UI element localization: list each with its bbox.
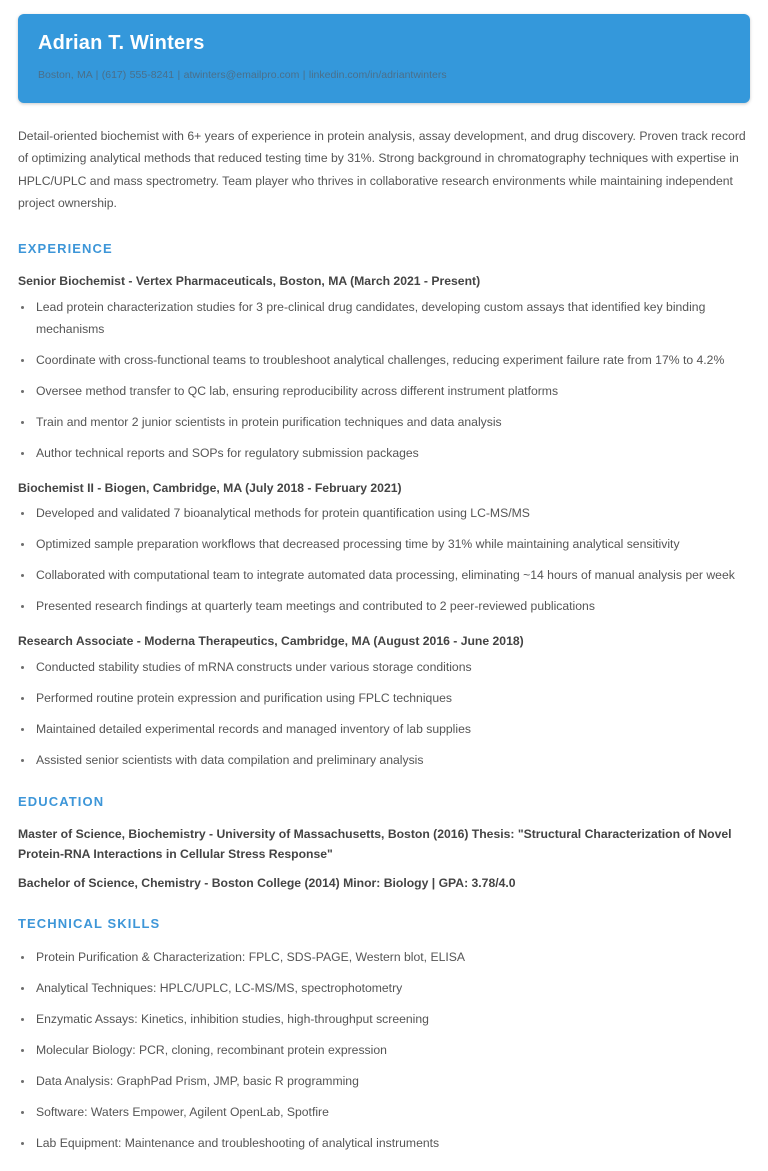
list-item: Coordinate with cross-functional teams to troubleshoot analytical challenges, reducing experiment failure rate from 17% to 4.2% [18, 350, 750, 372]
candidate-name: Adrian T. Winters [38, 32, 205, 54]
experience-entry [18, 272, 750, 465]
resume-header-banner [18, 14, 750, 103]
section-title-technical-skills: TECHNICAL SKILLS [18, 916, 161, 932]
education-entry: Master of Science, Biochemistry - University of Massachusetts, Boston (2016) Thesis: "Structural Characterization of Novel Protein-RNA Interactions in Cellular Stress Response" [18, 826, 732, 861]
experience-entry-bullets [18, 657, 750, 772]
education-entry: Bachelor of Science, Chemistry - Boston College (2014) Minor: Biology | GPA: 3.78/4.0 [18, 876, 516, 891]
list-item: Presented research findings at quarterly team meetings and contributed to 2 peer-reviewed publications [18, 596, 750, 618]
experience-entry-bullets [18, 503, 750, 618]
list-item: Developed and validated 7 bioanalytical methods for protein quantification using LC-MS/MS [18, 503, 750, 525]
section-title-education: EDUCATION [18, 793, 105, 809]
list-item: Maintained detailed experimental records and managed inventory of lab supplies [18, 719, 750, 741]
list-item: Author technical reports and SOPs for regulatory submission packages [18, 443, 750, 465]
list-item: Performed routine protein expression and purification using FPLC techniques [18, 688, 750, 710]
list-item: Lead protein characterization studies for 3 pre-clinical drug candidates, developing custom assays that identified key binding mechanisms [18, 297, 750, 341]
contact-line: Boston, MA | (617) 555-8241 | atwinters@emailpro.com | linkedin.com/in/adriantwinters [38, 69, 447, 81]
experience-entry-heading: Research Associate - Moderna Therapeutics, Cambridge, MA (August 2016 - June 2018) [18, 634, 524, 649]
list-item: Train and mentor 2 junior scientists in protein purification techniques and data analysis [18, 412, 750, 434]
list-item: Collaborated with computational team to integrate automated data processing, eliminating ~14 hours of manual analysis per week [18, 565, 750, 587]
experience-entry-heading: Biochemist II - Biogen, Cambridge, MA (July 2018 - February 2021) [18, 480, 402, 495]
experience-entry-bullets [18, 297, 750, 465]
section-title-experience: EXPERIENCE [18, 240, 113, 256]
list-item: Oversee method transfer to QC lab, ensuring reproducibility across different instrument platforms [18, 381, 750, 403]
professional-summary: Detail-oriented biochemist with 6+ years of experience in protein analysis, assay development, and drug discovery. Proven track record of optimizing analytical methods that reduced testing time by 31%. Strong background in chromatography techniques with expertise in HPLC/UPLC and mass spectrometry. Team player who thrives in collaborative research environments while maintaining independent project ownership. [18, 128, 746, 211]
section-technical-skills [18, 916, 750, 1155]
list-item: Protein Purification & Characterization: FPLC, SDS-PAGE, Western blot, ELISA [18, 947, 750, 969]
list-item: Molecular Biology: PCR, cloning, recombinant protein expression [18, 1040, 750, 1062]
list-item: Software: Waters Empower, Agilent OpenLab, Spotfire [18, 1102, 750, 1124]
list-item: Conducted stability studies of mRNA constructs under various storage conditions [18, 657, 750, 679]
experience-entry-heading: Senior Biochemist - Vertex Pharmaceuticals, Boston, MA (March 2021 - Present) [18, 273, 481, 288]
experience-entry [18, 479, 750, 619]
list-item: Data Analysis: GraphPad Prism, JMP, basic R programming [18, 1071, 750, 1093]
list-item: Lab Equipment: Maintenance and troubleshooting of analytical instruments [18, 1133, 750, 1155]
list-item: Assisted senior scientists with data compilation and preliminary analysis [18, 750, 750, 772]
section-education [18, 794, 750, 894]
list-item: Analytical Techniques: HPLC/UPLC, LC-MS/MS, spectrophotometry [18, 978, 750, 1000]
list-item: Enzymatic Assays: Kinetics, inhibition studies, high-throughput screening [18, 1009, 750, 1031]
section-experience [18, 241, 750, 772]
experience-entry [18, 632, 750, 772]
technical-skills-list [18, 947, 750, 1155]
list-item: Optimized sample preparation workflows that decreased processing time by 31% while maintaining analytical sensitivity [18, 534, 750, 556]
